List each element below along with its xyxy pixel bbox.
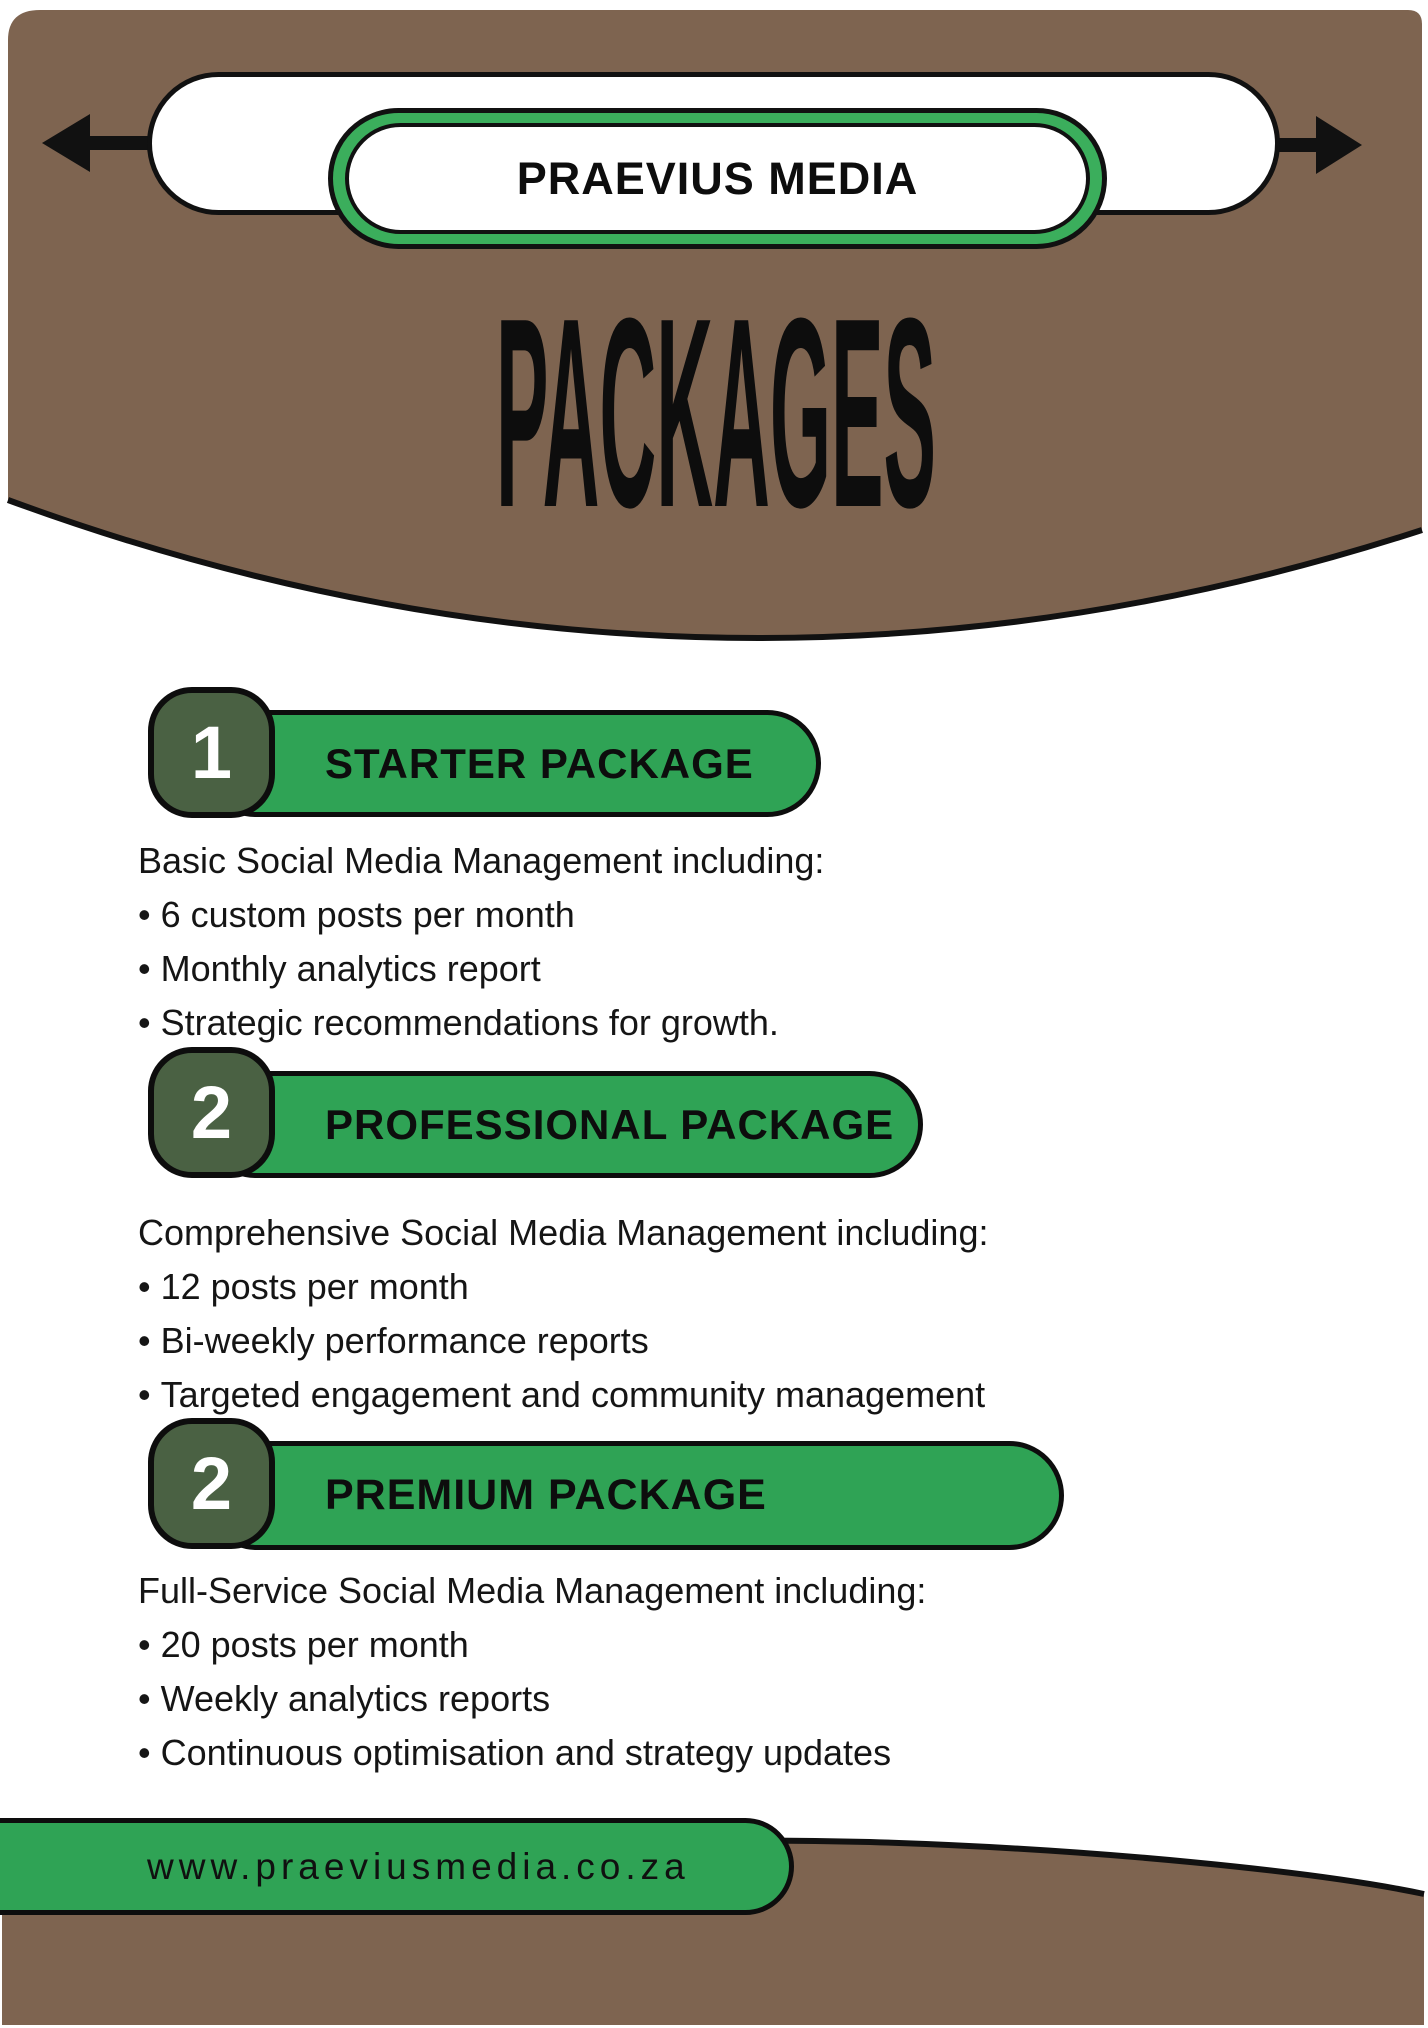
package-number: 2 (190, 1442, 233, 1525)
package-name: STARTER PACKAGE (325, 739, 754, 787)
package-number: 1 (190, 711, 233, 794)
package-intro: Comprehensive Social Media Management including: (138, 1212, 989, 1253)
package-3-details (138, 1564, 1338, 1780)
brand-name: PRAEVIUS MEDIA (516, 152, 919, 204)
page-title: PACKAGES (496, 263, 936, 564)
package-feature: • Targeted engagement and community management (138, 1368, 1338, 1422)
package-1-title-pill (202, 710, 821, 817)
package-feature: • 20 posts per month (138, 1618, 1338, 1672)
package-intro: Basic Social Media Management including: (138, 840, 825, 881)
package-2-number-badge (148, 1047, 275, 1178)
package-2-details (138, 1206, 1338, 1422)
package-1-details (138, 834, 1338, 1050)
package-feature: • Continuous optimisation and strategy updates (138, 1726, 1338, 1780)
package-3-title-pill (202, 1441, 1064, 1550)
package-feature: • Strategic recommendations for growth. (138, 996, 1338, 1050)
package-feature: • Bi-weekly performance reports (138, 1314, 1338, 1368)
website-url: www.praeviusmedia.co.za (147, 1845, 690, 1887)
package-1-number-badge (148, 687, 275, 818)
brand-banner (328, 108, 1107, 249)
package-3-number-badge (148, 1418, 275, 1549)
brand-banner-inner (345, 123, 1090, 234)
package-name: PREMIUM PACKAGE (325, 1471, 767, 1519)
package-intro: Full-Service Social Media Management including: (138, 1570, 927, 1611)
package-feature: • Monthly analytics report (138, 942, 1338, 996)
package-name: PROFESSIONAL PACKAGE (325, 1100, 895, 1148)
package-feature: • Weekly analytics reports (138, 1672, 1338, 1726)
package-number: 2 (190, 1071, 233, 1154)
website-pill (0, 1818, 794, 1915)
package-feature: • 12 posts per month (138, 1260, 1338, 1314)
package-feature: • 6 custom posts per month (138, 888, 1338, 942)
package-2-title-pill (202, 1071, 923, 1178)
